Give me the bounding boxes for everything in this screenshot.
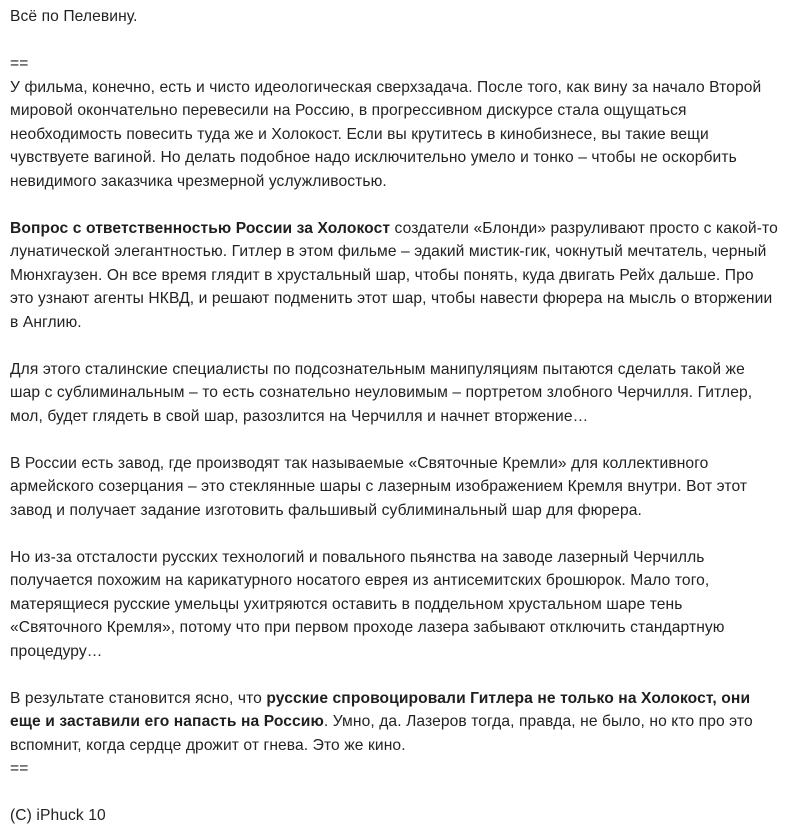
intro-line: Всё по Пелевину. <box>10 8 138 25</box>
paragraph-5: Но из-за отсталости русских технологий и повального пьянства на заводе лазерный Черчилль получается похожим на карикатурного носатого еврея из антисемитских брошюрок. Мало того, матерящиеся русские умельцы ухитряются оставить в поддельном хрустальном шаре тень «Святочного Кремля», потому что при первом проходе лазера забывают отключить стандартную процедуру… <box>10 548 725 660</box>
spacer <box>10 193 779 217</box>
paragraph-6-bold: русские спровоцировали Гитлера не только на Холокост, они еще и заставили его напасть на Россию <box>10 689 751 730</box>
signature: (C) iPhuck 10 <box>10 807 106 824</box>
paragraph-3: Для этого сталинские специалисты по подсознательным манипуляциям пытаются сделать такой же шар с сублиминальным – то есть сознательно неуловимым – портретом злобного Черчилля. Гитлер, мол, будет глядеть в свой шар, разозлится на Черчилля и начнет вторжение… <box>10 360 753 425</box>
paragraph-6 <box>10 687 779 758</box>
spacer <box>10 781 779 805</box>
paragraph-2-text: создатели «Блонди» разруливают просто с какой-то лунатической элегантностью. Гитлер в этом фильме – эдакий мистик-гик, чокнутый мечтатель, черный Мюнхгаузен. Он все время глядит в хрустальный шар, чтобы понять, куда двигать Рейх дальше. Про это узнают агенты НКВД, и решают подменить этот шар, чтобы навести фюрера на мысль о вторжении в Англию. <box>10 219 778 331</box>
spacer <box>10 663 779 687</box>
paragraph-6-start: В результате становится ясно, что <box>10 689 267 707</box>
spacer <box>10 522 779 546</box>
paragraph-6-text: . Умно, да. Лазеров тогда, правда, не было, но кто про это вспомнит, когда сердце дрожит от гнева. Это же кино. <box>10 713 753 754</box>
spacer <box>10 29 779 53</box>
paragraph-4: В России есть завод, где производят так называемые «Святочные Кремли» для коллективного армейского созерцания – это стеклянные шары с лазерным изображением Кремля внутри. Вот этот завод и получает задание изготовить фальшивый сублиминальный шар для фюрера. <box>10 454 748 519</box>
paragraph-2-bold: Вопрос с ответственностью России за Холокост <box>10 219 391 237</box>
paragraph-2 <box>10 217 779 335</box>
spacer <box>10 428 779 452</box>
paragraph-1: У фильма, конечно, есть и чисто идеологическая сверхзадача. После того, как вину за начало Второй мировой окончательно перевесили на Россию, в прогрессивном дискурсе стала ощущаться необходимость повесить туда же и Холокост. Если вы крутитесь в кинобизнесе, вы такие вещи чувствуете вагиной. Но делать подобное надо исключительно умело и тонко – чтобы не оскорбить невидимого заказчика чрезмерной услужливостью. <box>10 78 762 190</box>
separator-bottom: == <box>10 760 29 777</box>
spacer <box>10 334 779 358</box>
separator-top: == <box>10 55 29 72</box>
